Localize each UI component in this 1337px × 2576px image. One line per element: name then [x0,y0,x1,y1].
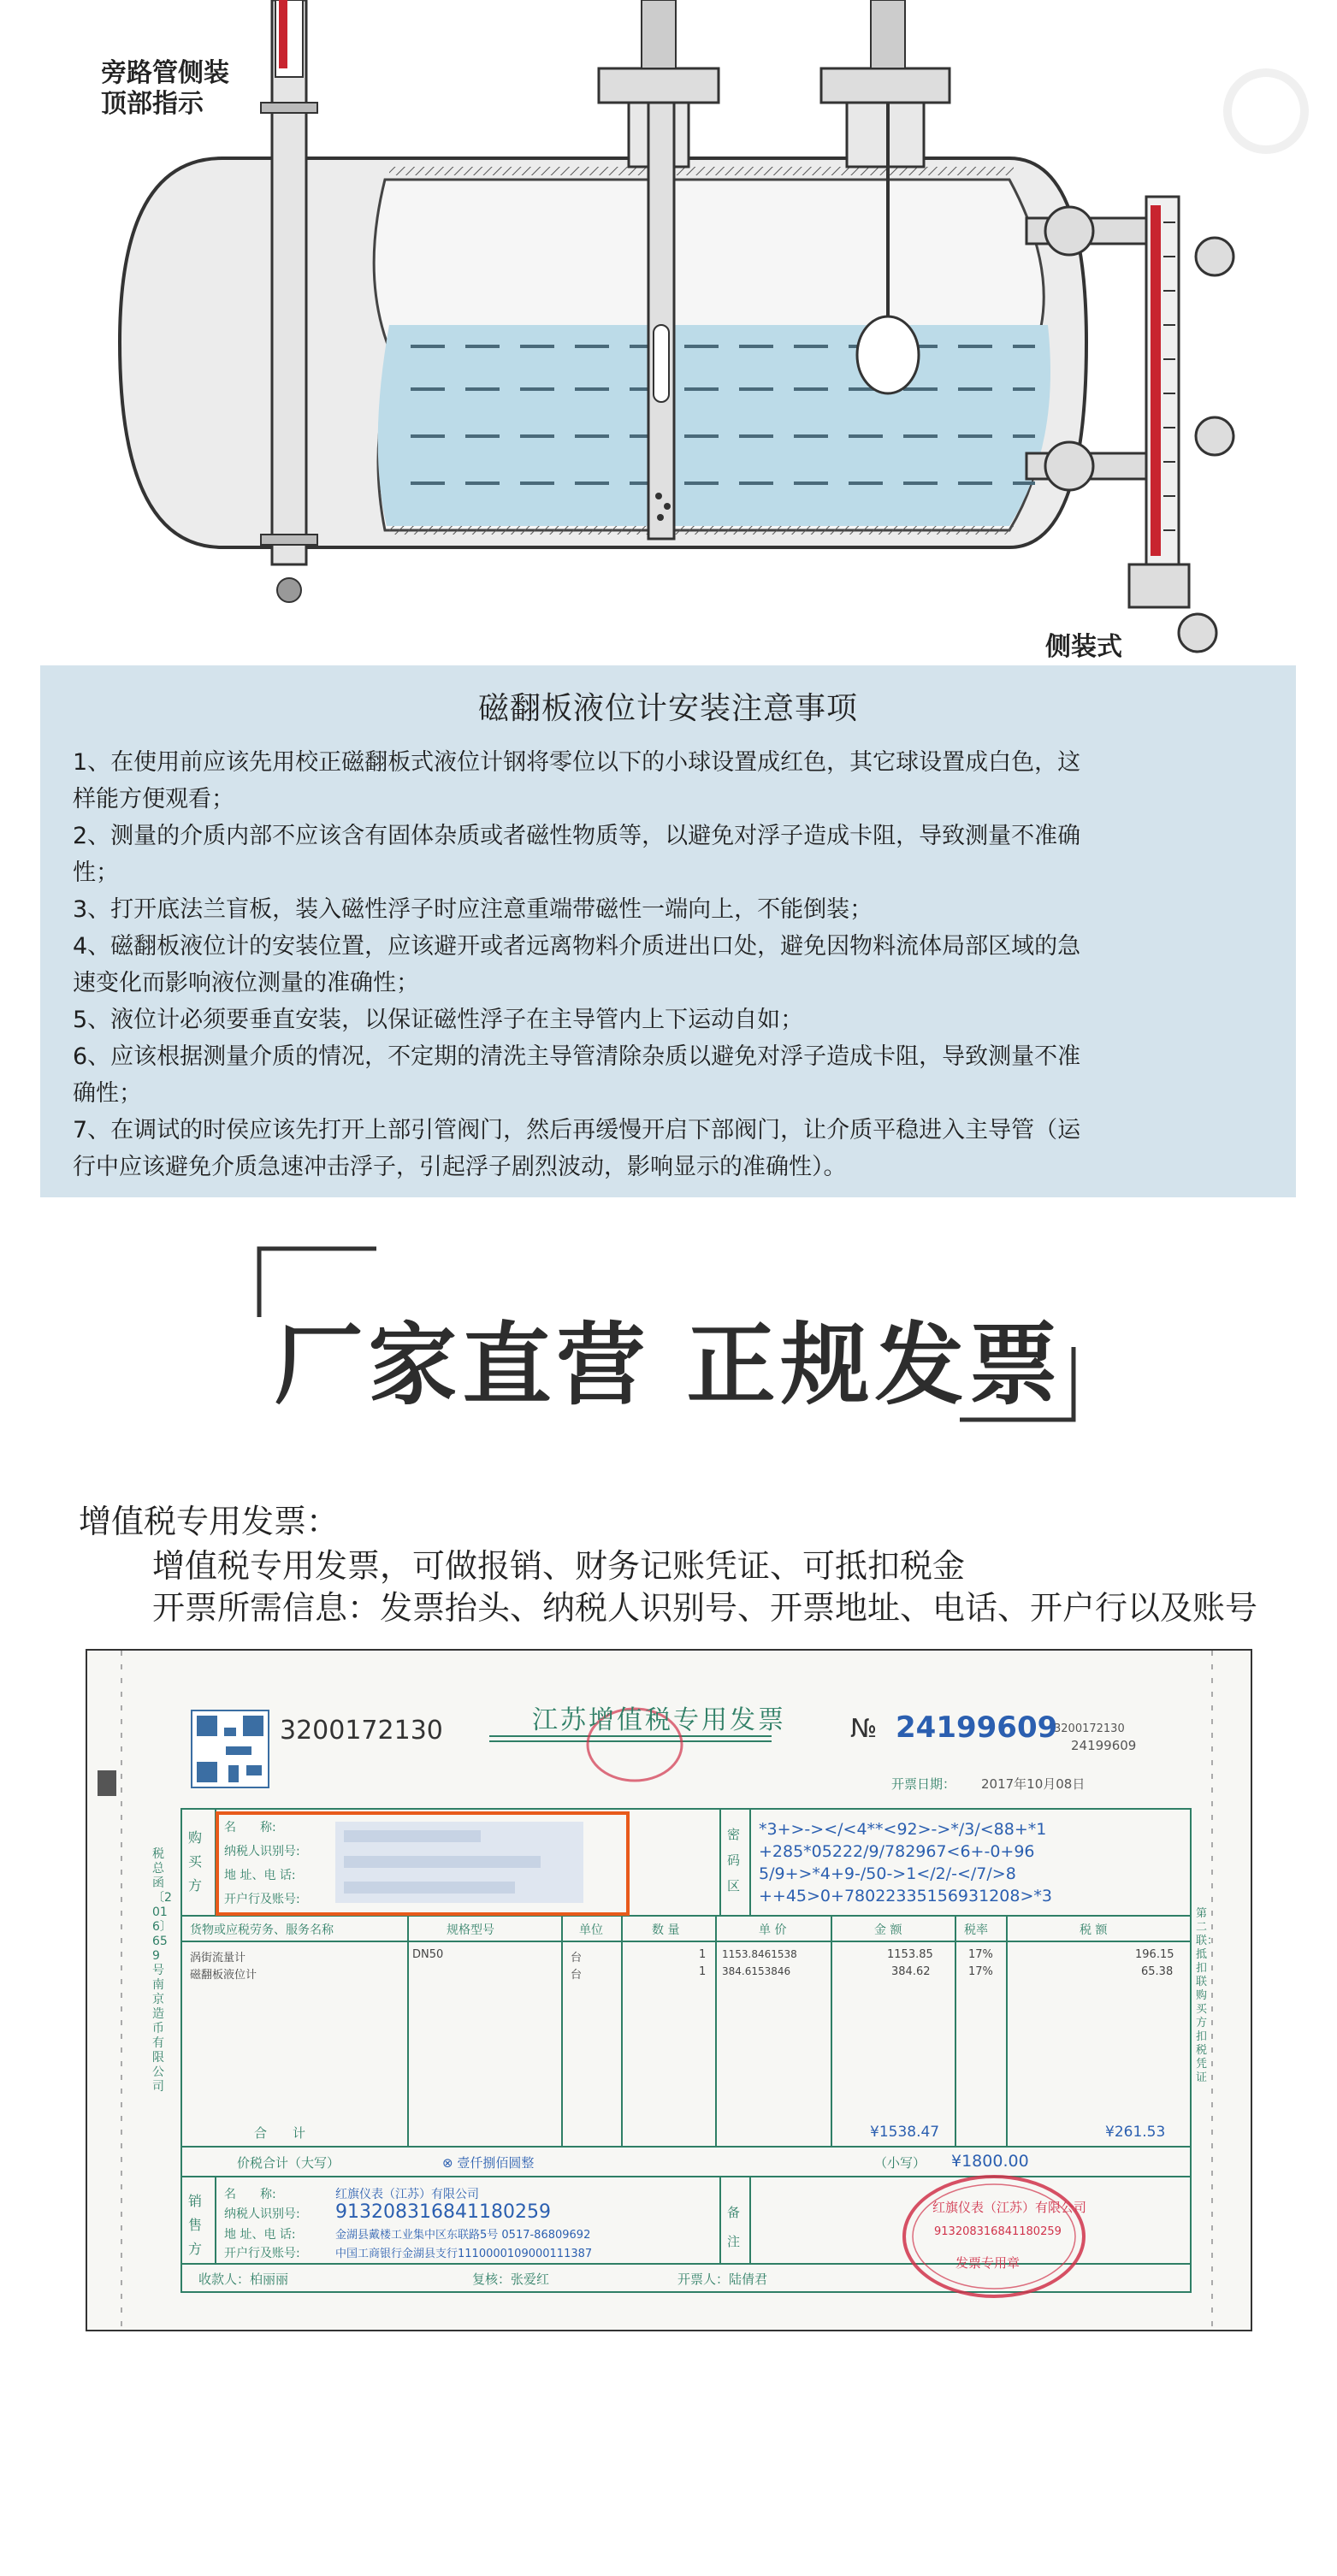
item-unit: 台 [571,1952,583,1964]
column-header: 税率 [964,1923,988,1937]
invoice-code: 3200172130 [280,1716,443,1746]
column-header: 货物或应税劳务、服务名称 [190,1923,334,1937]
side-text-left: 税总函〔2016〕659号南京造币有限公司 [152,1847,172,2094]
seller-bank: 中国工商银行金湖县支行1110000109000111387 [335,2248,593,2260]
item-amount: 384.62 [891,1965,931,1978]
vat-invoice-image [86,1649,1252,2331]
notice-line: 确性； [73,1080,142,1107]
total-words: ⊗ 壹仟捌佰圆整 [442,2155,535,2171]
buyer-field-label: 开户行及账号: [224,1893,300,1906]
notice-line: 样能方便观看； [73,786,234,812]
notice-list [73,744,1270,1185]
bypass-top-label-line2: 顶部指示 [101,89,204,119]
column-header: 数 量 [652,1923,680,1937]
notice-line: 行中应该避免介质急速冲击浮子，引起浮子剧烈波动，影响显示的准确性）。 [73,1154,847,1180]
item-tax: 196.15 [1135,1948,1174,1961]
total-small: ¥1800.00 [951,2152,1029,2171]
cipher-line: 5/9+>*4+9-/50->1</2/-</7/>8 [759,1864,1016,1883]
column-header: 规格型号 [447,1923,494,1937]
slogan-section [0,1232,1337,1454]
seller-field-label: 纳税人识别号: [224,2207,300,2221]
invoice-number-small: 24199609 [1071,1738,1137,1753]
item-qty: 1 [699,1948,707,1961]
invoice-date: 2017年10月08日 [981,1776,1086,1792]
item-unit: 台 [571,1969,583,1982]
notice-line: 1、在使用前应该先用校正磁翻板式液位计钢将零位以下的小球设置成红色，其它球设置成白色，这 [73,749,1081,776]
invoice-code-small: 3200172130 [1054,1722,1125,1735]
invoice-title: 江苏增值税专用发票 [532,1705,786,1735]
reviewer: 复核：张爱红 [472,2272,550,2287]
subtotal-tax: ¥261.53 [1105,2124,1166,2141]
cipher-line: ++45>0+78022335156931208>*3 [759,1887,1052,1905]
item-price: 1153.8461538 [722,1948,797,1960]
installation-notice-panel [40,665,1296,1197]
item-price: 384.6153846 [722,1965,791,1977]
buyer-field-label: 纳税人识别号: [224,1845,300,1858]
notice-line: 2、测量的介质内部不应该含有固体杂质或者磁性物质等，以避免对浮子造成卡阻，导致测量不准确 [73,823,1081,849]
qr-code-icon [192,1710,269,1787]
seller-label: 销售方 [188,2193,203,2257]
seller-tax-id: 913208316841180259 [335,2201,551,2223]
side-mount-label: 侧装式 [1045,632,1122,662]
column-header: 单 价 [759,1923,787,1937]
item-qty: 1 [699,1965,707,1978]
column-header: 金 额 [874,1923,902,1937]
item-spec: DN50 [412,1948,444,1961]
total-small-label: （小写） [874,2155,926,2171]
item-name: 涡街流量计 [190,1952,246,1964]
notice-title: 磁翻板液位计安装注意事项 [477,691,858,726]
notice-line: 4、磁翻板液位计的安装位置，应该避开或者远离物料介质进出口处，避免因物料流体局部区域的急 [73,933,1081,960]
buyer-label: 购买方 [188,1829,203,1894]
invoice-date-label: 开票日期： [891,1776,956,1792]
subtotal-label: 合 计 [254,2125,306,2141]
seal-bottom: 发票专用章 [955,2255,1020,2271]
vat-benefit-line: 增值税专用发票，可做报销、财务记账凭证、可抵扣税金 [152,1547,966,1585]
cipher-label: 密码区 [727,1827,741,1894]
item-name: 磁翻板液位计 [190,1969,257,1982]
column-header: 单位 [579,1923,603,1937]
buyer-field-label: 名 称: [224,1821,276,1835]
notice-line: 5、液位计必须要垂直安装，以保证磁性浮子在主导管内上下运动自如； [73,1007,804,1033]
notice-line: 速变化而影响液位测量的准确性； [73,970,419,996]
buyer-field-label: 地 址、电 话: [224,1869,296,1882]
notice-line: 性； [73,860,119,886]
cipher-line: *3+>-></<4**<92>->*/3/<88+*1 [759,1820,1047,1839]
seller-address: 金湖县戴楼工业集中区东联路5号 0517-86809692 [335,2229,591,2242]
remark-label: 备注 [727,2205,741,2249]
column-header: 税 额 [1080,1923,1108,1937]
payee: 收款人：柏丽丽 [198,2272,289,2287]
notice-line: 3、打开底法兰盲板，装入磁性浮子时应注意重端带磁性一端向上，不能倒装； [73,896,873,923]
vat-heading: 增值税专用发票： [79,1503,340,1540]
item-rate: 17% [968,1948,993,1961]
seller-field-label: 开户行及账号: [224,2247,300,2260]
side-text-right: 第二联：抵扣联 购买方扣税凭证 [1196,1907,1219,2084]
invoice-number: 24199609 [896,1710,1058,1745]
notice-line: 6、应该根据测量介质的情况，不定期的清洗主导管清除杂质以避免对浮子造成卡阻，导致测量不准 [73,1043,1081,1070]
cipher-line: +285*05222/9/782967<6+-0+96 [759,1842,1035,1861]
slogan-text: 厂家直营 正规发票 [274,1313,1063,1417]
vat-required-info-line: 开票所需信息：发票抬头、纳税人识别号、开票地址、电话、开户行以及账号 [152,1589,1258,1627]
seller-field-label: 地 址、电 话: [224,2228,296,2242]
level-gauge-diagram [0,0,1337,663]
notice-line: 7、在调试的时侯应该先打开上部引管阀门，然后再缓慢开启下部阀门，让介质平稳进入主导管（运 [73,1117,1081,1143]
drawer: 开票人：陆倩君 [677,2272,768,2287]
item-tax: 65.38 [1141,1965,1174,1978]
invoice-no-label: № [850,1714,878,1744]
seal-number: 913208316841180259 [934,2225,1062,2238]
seller-name: 红旗仪表（江苏）有限公司 [335,2188,479,2201]
bypass-top-label-line1: 旁路管侧装 [101,58,229,88]
item-amount: 1153.85 [887,1948,933,1961]
seller-field-label: 名 称: [224,2188,276,2201]
total-label: 价税合计（大写） [237,2155,340,2171]
item-rate: 17% [968,1965,993,1978]
seal-text: 红旗仪表（江苏）有限公司 [932,2200,1087,2215]
subtotal-amount: ¥1538.47 [870,2124,940,2141]
